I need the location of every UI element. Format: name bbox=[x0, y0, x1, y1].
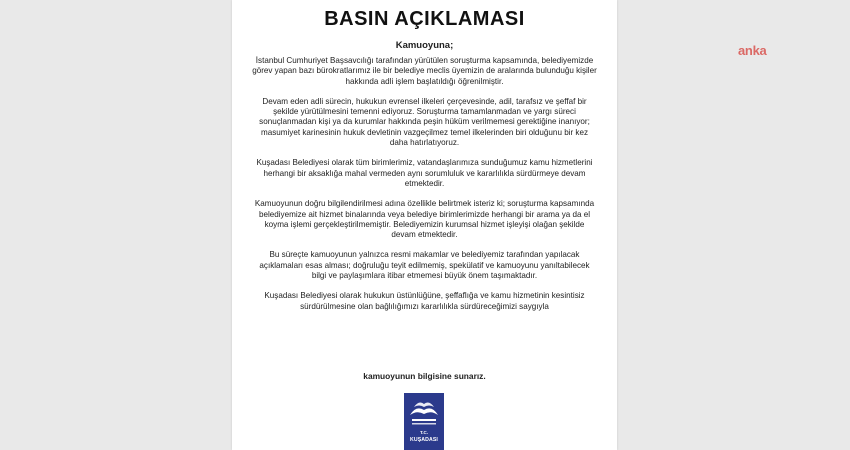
document-title: BASIN AÇIKLAMASI bbox=[324, 8, 525, 30]
paragraph-1: İstanbul Cumhuriyet Başsavcılığı tarafından yürütülen soruşturma kapsamında, belediyemizde görev yapan bazı bürokratlarımız ile bir belediye meclis üyemizin de aralarında bulunduğu kişiler hakkında adli işlem başlatıldığı öğrenilmiştir. bbox=[252, 56, 597, 86]
seagull-logo-icon bbox=[404, 393, 444, 429]
paragraph-6: Kuşadası Belediyesi olarak hukukun üstünlüğüne, şeffaflığa ve kamu hizmetinin kesintisiz sürdürülmesine olan bağlılığımızı kararlılıkla sürdüreceğimizi saygıyla bbox=[264, 291, 585, 311]
paragraph-5: Bu süreçte kamuoyunun yalnızca resmi makamlar ve belediyemiz tarafından yapılacak açıklamaları esas alması; doğruluğu teyit edilmemiş, spekülatif ve kamuoyunu yanıltabilecek bilgi ve paylaşımlara itibar etmemesi büyük önem taşımaktadır. bbox=[259, 250, 590, 281]
anka-watermark: anka bbox=[738, 43, 767, 58]
press-release-document bbox=[232, 0, 617, 450]
document-body bbox=[252, 56, 597, 322]
paragraph-4: Kamuoyunun doğru bilgilendirilmesi adına özellikle belirtmek isteriz ki; soruşturma kapsamında belediyemize ait hizmet binalarında veya belediye birimlerimizde herhangi bir arama ya da el koyma işlemi gerçekleştirilmemiştir. Belediyemizin kurumsal hizmet işleyişi olağan şekilde devam etmektedir. bbox=[254, 199, 595, 240]
logo-tc-text: T.C. bbox=[419, 430, 428, 435]
logo-name-text: KUŞADASI bbox=[410, 437, 438, 443]
salutation: Kamuoyuna; bbox=[395, 40, 454, 51]
paragraph-3: Kuşadası Belediyesi olarak tüm birimlerimiz, vatandaşlarımıza sunduğumuz kamu hizmetlerini herhangi bir aksaklığa mahal vermeden aynı sorumluluk ve kararlılıkla sürdürmeye devam etmektedir. bbox=[256, 158, 593, 188]
paragraph-2: Devam eden adli sürecin, hukukun evrensel ilkeleri çerçevesinde, adil, tarafsız ve şeffaf bir şekilde yürütülmesini temenni ediyoruz. Soruşturma tamamlanmadan ve yargı süreci sonuçlanmadan kişi ya da kurumlar hakkında peşin hüküm verilmemesi gerektiğine inanıyor; masumiyet karinesinin hukuk devletinin vazgeçilmez temel ilkelerinden biri olduğunu bir kez daha hatırlatıyoruz. bbox=[259, 96, 590, 148]
kusadasi-logo bbox=[404, 393, 444, 450]
closing-line: kamuoyunun bilgisine sunarız. bbox=[363, 371, 486, 381]
